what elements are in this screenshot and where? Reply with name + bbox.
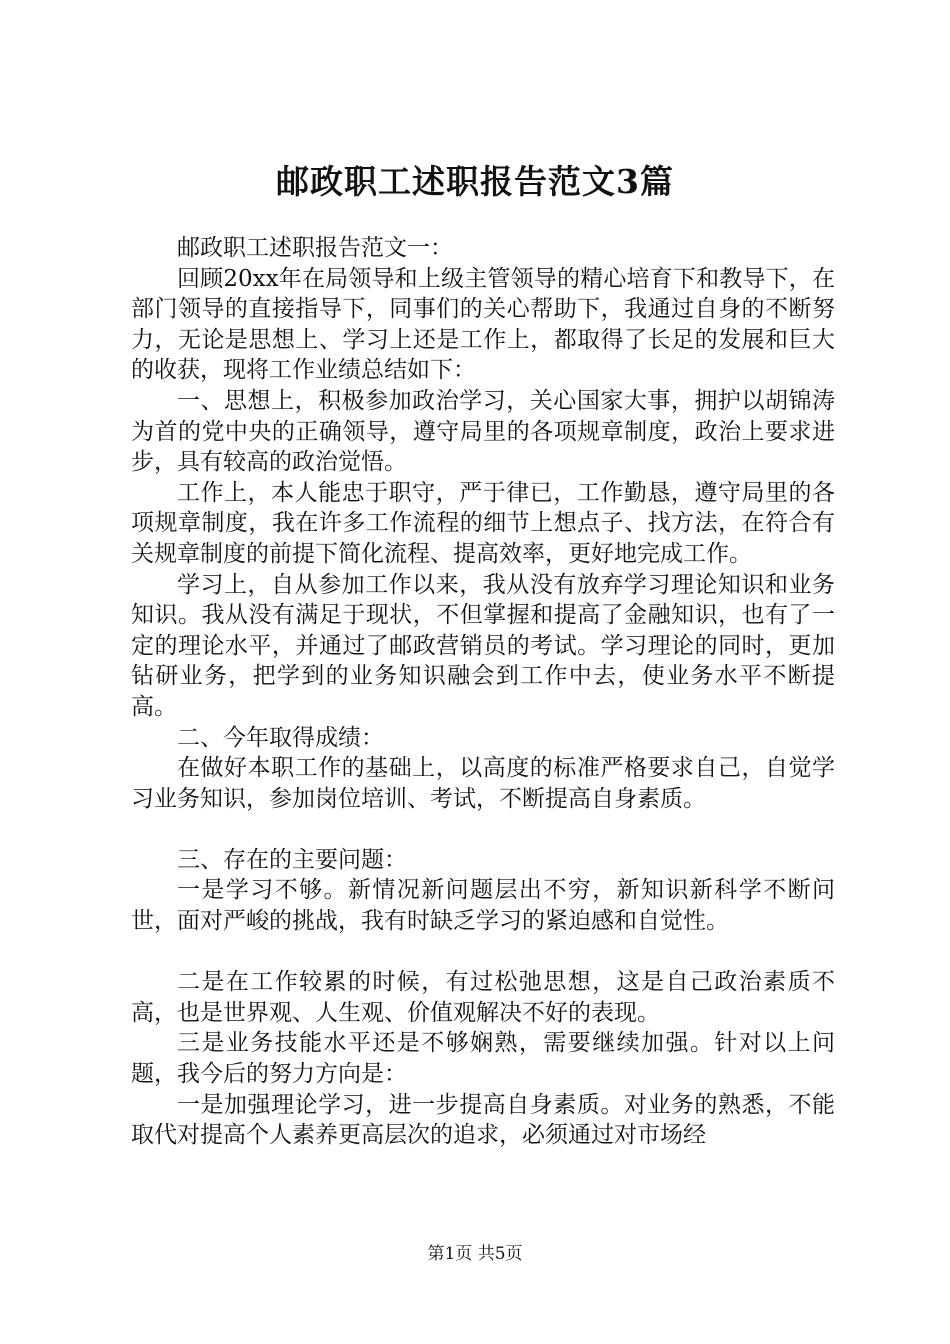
paragraph-achievements-heading: 二、今年取得成绩： bbox=[177, 724, 384, 751]
paragraph-review: 回顾20xx年在局领导和上级主管领导的精心培育下和教导下，在部门领导的直接指导下，同事们的关心帮助下，我通过自身的不断努力，无论是思想上、学习上还是工作上，都取得了长足的发展和巨大的收获，现将工作业绩总结如下： bbox=[131, 265, 835, 384]
paragraph-problem-two: 二是在工作较累的时候，有过松弛思想，这是自己政治素质不高，也是世界观、人生观、价值观解决不好的表现。 bbox=[131, 969, 835, 1026]
paragraph-achievements: 在做好本职工作的基础上，以高度的标准严格要求自己，自觉学习业务知识，参加岗位培训、考试，不断提高自身素质。 bbox=[131, 755, 835, 812]
paragraph-gap bbox=[131, 937, 835, 968]
page-footer: 第1页 共5页 bbox=[427, 1244, 523, 1264]
document-body bbox=[131, 233, 835, 1151]
paragraph-work: 工作上，本人能忠于职守，严于律已，工作勤恳，遵守局里的各项规章制度，我在许多工作流程的细节上想点子、找方法，在符合有关规章制度的前提下简化流程、提高效率，更好地完成工作。 bbox=[131, 479, 835, 567]
paragraph-problems-heading: 三、存在的主要问题： bbox=[177, 846, 407, 873]
paragraph-gap bbox=[131, 814, 835, 845]
paragraph-subtitle: 邮政职工述职报告范文一： bbox=[177, 235, 453, 261]
paragraph-thought: 一、思想上，积极参加政治学习，关心国家大事，拥护以胡锦涛为首的党中央的正确领导，遵守局里的各项规章制度，政治上要求进步，具有较高的政治觉悟。 bbox=[131, 387, 835, 476]
paragraph-problem-three: 三是业务技能水平还是不够娴熟，需要继续加强。针对以上问题，我今后的努力方向是： bbox=[131, 1030, 835, 1088]
paragraph-study: 学习上，自从参加工作以来，我从没有放弃学习理论知识和业务知识。我从没有满足于现状，不但掌握和提高了金融知识，也有了一定的理论水平，并通过了邮政营销员的考试。学习理论的同时，更加钻研业务，把学到的业务知识融会到工作中去，使业务水平不断提高。 bbox=[131, 571, 835, 720]
paragraph-direction-one: 一是加强理论学习，进一步提高自身素质。对业务的熟悉，不能取代对提高个人素养更高层次的追求，必须通过对市场经 bbox=[131, 1091, 835, 1149]
paragraph-problem-one: 一是学习不够。新情况新问题层出不穷，新知识新科学不断问世，面对严峻的挑战，我有时缺乏学习的紧迫感和自觉性。 bbox=[131, 877, 835, 935]
document-title: 邮政职工述职报告范文3篇 bbox=[276, 162, 674, 201]
